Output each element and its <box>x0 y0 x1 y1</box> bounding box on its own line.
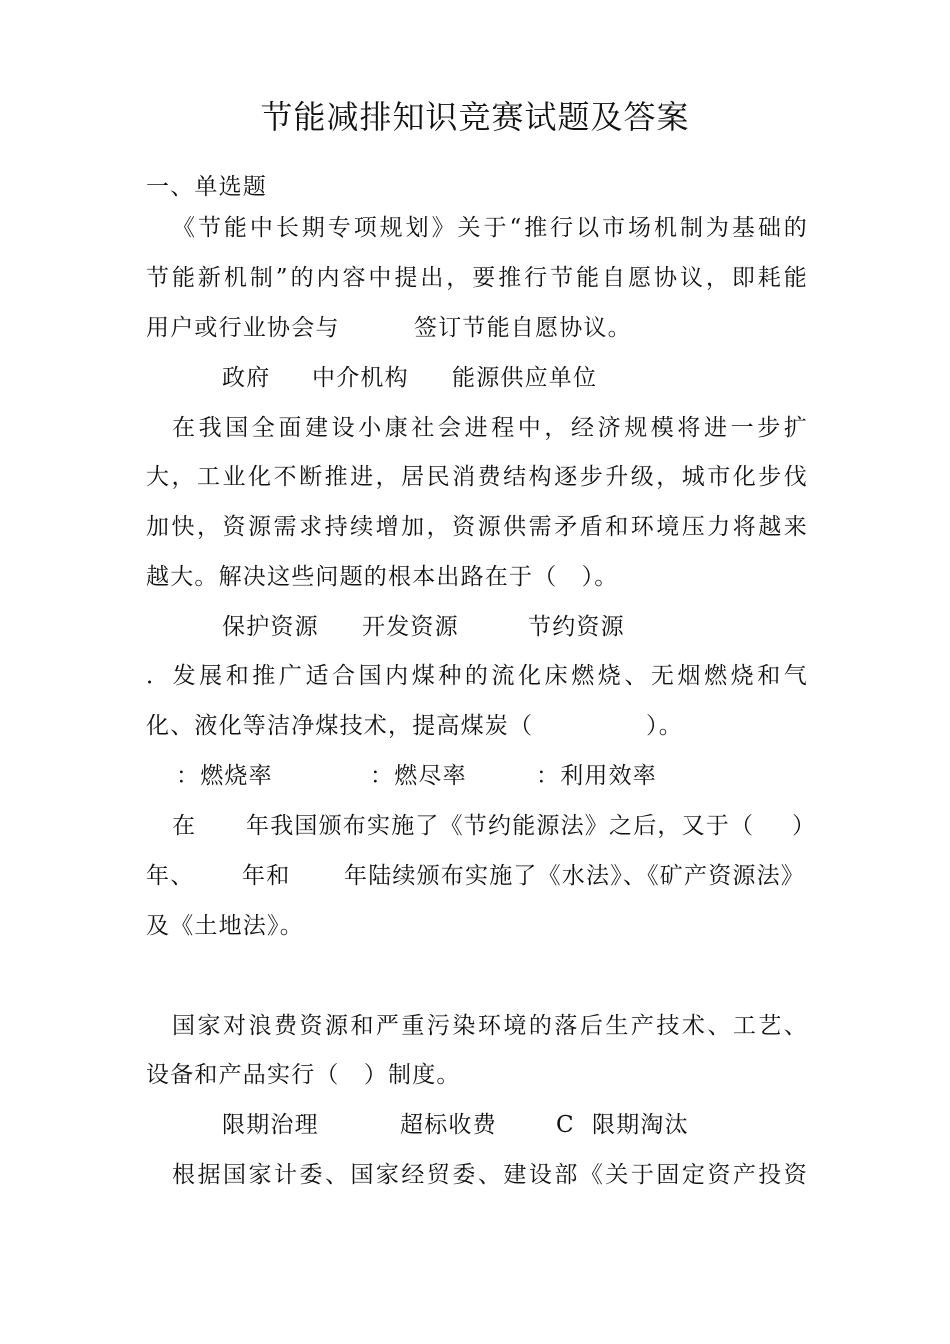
q2-option-c: 节约资源 <box>528 614 625 640</box>
q1-option-a: 政府 <box>222 365 271 391</box>
q3-line-1: ．发展和推广适合国内煤种的流化床燃烧、无烟燃烧和气 <box>146 663 808 689</box>
q4-line-2-c: 年陆续颁布实施了《水法》、《矿产资源法》 <box>344 863 805 889</box>
q1-line-2: 节能新机制”的内容中提出，要推行节能自愿协议，即耗能 <box>146 265 808 291</box>
q2-option-b: 开发资源 <box>362 614 459 640</box>
q5-option-a: 限期治理 <box>222 1112 319 1138</box>
q1-line-3-tail: 签订节能自愿协议。 <box>414 315 632 341</box>
q4-line-1-c: ） <box>792 813 817 839</box>
q3-option-b: ：燃尽率 <box>370 763 467 789</box>
q6-line-1: 根据国家计委、国家经贸委、建设部《关于固定资产投资 <box>172 1162 808 1188</box>
q5-option-b: 超标收费 <box>400 1112 497 1138</box>
q4-line-2-b: 年和 <box>242 863 291 889</box>
q5-line-1: 国家对浪费资源和严重污染环境的落后生产技术、工艺、 <box>172 1013 808 1039</box>
q4-line-2-a: 年、 <box>146 863 195 889</box>
q2-line-2: 大，工业化不断推进，居民消费结构逐步升级，城市化步伐 <box>146 464 808 490</box>
q1-line-3: 用户或行业协会与 <box>146 315 340 341</box>
page-title: 节能减排知识竞赛试题及答案 <box>260 98 690 136</box>
q3-option-a: ：燃烧率 <box>176 763 273 789</box>
q4-line-1-b: 年我国颁布实施了《节约能源法》之后，又于（ <box>246 813 755 839</box>
q2-line-3: 加快，资源需求持续增加，资源供需矛盾和环境压力将越来 <box>146 514 808 540</box>
q4-line-3: 及《土地法》。 <box>146 913 304 939</box>
section-heading: 一、单选题 <box>146 174 267 200</box>
q4-line-1-a: 在 <box>172 813 197 839</box>
q2-option-a: 保护资源 <box>222 614 319 640</box>
q3-line-2: 化、液化等洁净煤技术，提高煤炭（ <box>146 713 534 739</box>
q3-line-2-tail: ）。 <box>646 713 683 739</box>
q5-option-c: 限期淘汰 <box>592 1112 689 1138</box>
q5-option-c-letter: C <box>556 1112 575 1138</box>
q1-option-b: 中介机构 <box>312 365 409 391</box>
q1-option-c: 能源供应单位 <box>452 365 598 391</box>
q5-line-2: 设备和产品实行（ ）制度。 <box>146 1062 461 1088</box>
q2-line-4: 越大。解决这些问题的根本出路在于（ ）。 <box>146 564 619 590</box>
q2-line-1: 在我国全面建设小康社会进程中，经济规模将进一步扩 <box>172 415 808 441</box>
q3-option-c: ：利用效率 <box>536 763 657 789</box>
q1-line-1: 《节能中长期专项规划》关于“推行以市场机制为基础的 <box>172 215 808 241</box>
